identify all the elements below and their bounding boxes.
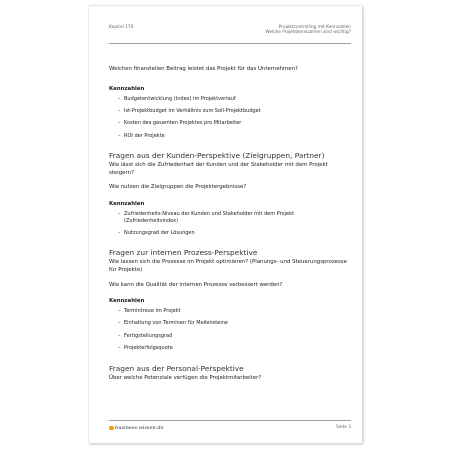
header-title xyxy=(265,25,351,36)
finance-question: Welchen finanziellen Beitrag leistet das Projekt für das Unternehmen? xyxy=(109,66,298,72)
finance-kennzahlen-list xyxy=(109,96,349,140)
list-item: – Nutzungsgrad der Lösungen xyxy=(119,230,349,237)
kunden-kennzahlen-list xyxy=(109,211,349,237)
list-item: – Einhaltung von Terminen für Meilensteine xyxy=(119,320,349,327)
kunden-kennzahlen-label: Kennzahlen xyxy=(109,200,145,207)
section-heading-personal: Fragen aus der Personal-Perspektive xyxy=(109,363,244,373)
header-title-line2: Welche Projektkennzahlen sind wichtig? xyxy=(265,30,351,36)
finance-kennzahlen-label: Kennzahlen xyxy=(109,85,145,92)
list-item: – Budgetentwicklung (Index) im Projektverlauf xyxy=(119,96,349,103)
logo-dot-icon xyxy=(109,426,114,431)
page-header xyxy=(109,25,351,44)
list-item: – Kosten des gesamten Projektes pro Mitarbeiter xyxy=(119,120,349,127)
document-page xyxy=(89,6,362,443)
section-heading-prozess: Fragen zur internen Prozess-Perspektive xyxy=(109,248,258,258)
prozess-question-2: Wie kann die Qualität der internen Prozesse verbessert werden? xyxy=(109,281,283,288)
list-item: – Zufriedenheits-Niveau der Kunden und Stakeholder mit dem Projekt (Zufriedenheitsindex) xyxy=(119,211,349,224)
kunden-question-2: Wie nutzen die Zielgruppen die Projektergebnisse? xyxy=(109,184,247,191)
list-item: – Fertigstellungsgrad xyxy=(119,333,349,340)
prozess-kennzahlen-list xyxy=(109,308,349,352)
kunden-question-1: Wie lässt sich die Zufriedenheit der Kunden und der Stakeholder mit dem Projekt steigern? xyxy=(109,162,328,176)
list-item: – Termintreue im Projekt xyxy=(119,308,349,315)
list-item: – Ist-Projektbudget im Verhältnis zum Soll-Projektbudget xyxy=(119,108,349,115)
section-heading-kunden: Fragen aus der Kunden-Perspektive (Zielgruppen, Partner) xyxy=(109,151,325,161)
header-title-line1: Projektcontrolling mit Kennzahlen xyxy=(278,25,351,30)
page-footer xyxy=(109,420,351,431)
list-item: – ROI der Projekte xyxy=(119,133,349,140)
page-content xyxy=(109,66,349,382)
page-number: Seite 3 xyxy=(336,425,351,430)
list-item: – Projekterfolgsquote xyxy=(119,345,349,352)
business-wissen-logo[interactable] xyxy=(109,425,164,431)
prozess-question-1: Wie lassen sich die Prozesse im Projekt optimieren? (Planungs- und Steuerungsprozesse für Projekte) xyxy=(109,259,347,273)
prozess-kennzahlen-label: Kennzahlen xyxy=(109,298,145,305)
chapter-label: Kapitel 176 xyxy=(109,25,134,30)
logo-text: business-wissen.de xyxy=(115,425,164,431)
personal-question-1: Über welche Potenziale verfügen die Projektmitarbeiter? xyxy=(109,374,262,381)
